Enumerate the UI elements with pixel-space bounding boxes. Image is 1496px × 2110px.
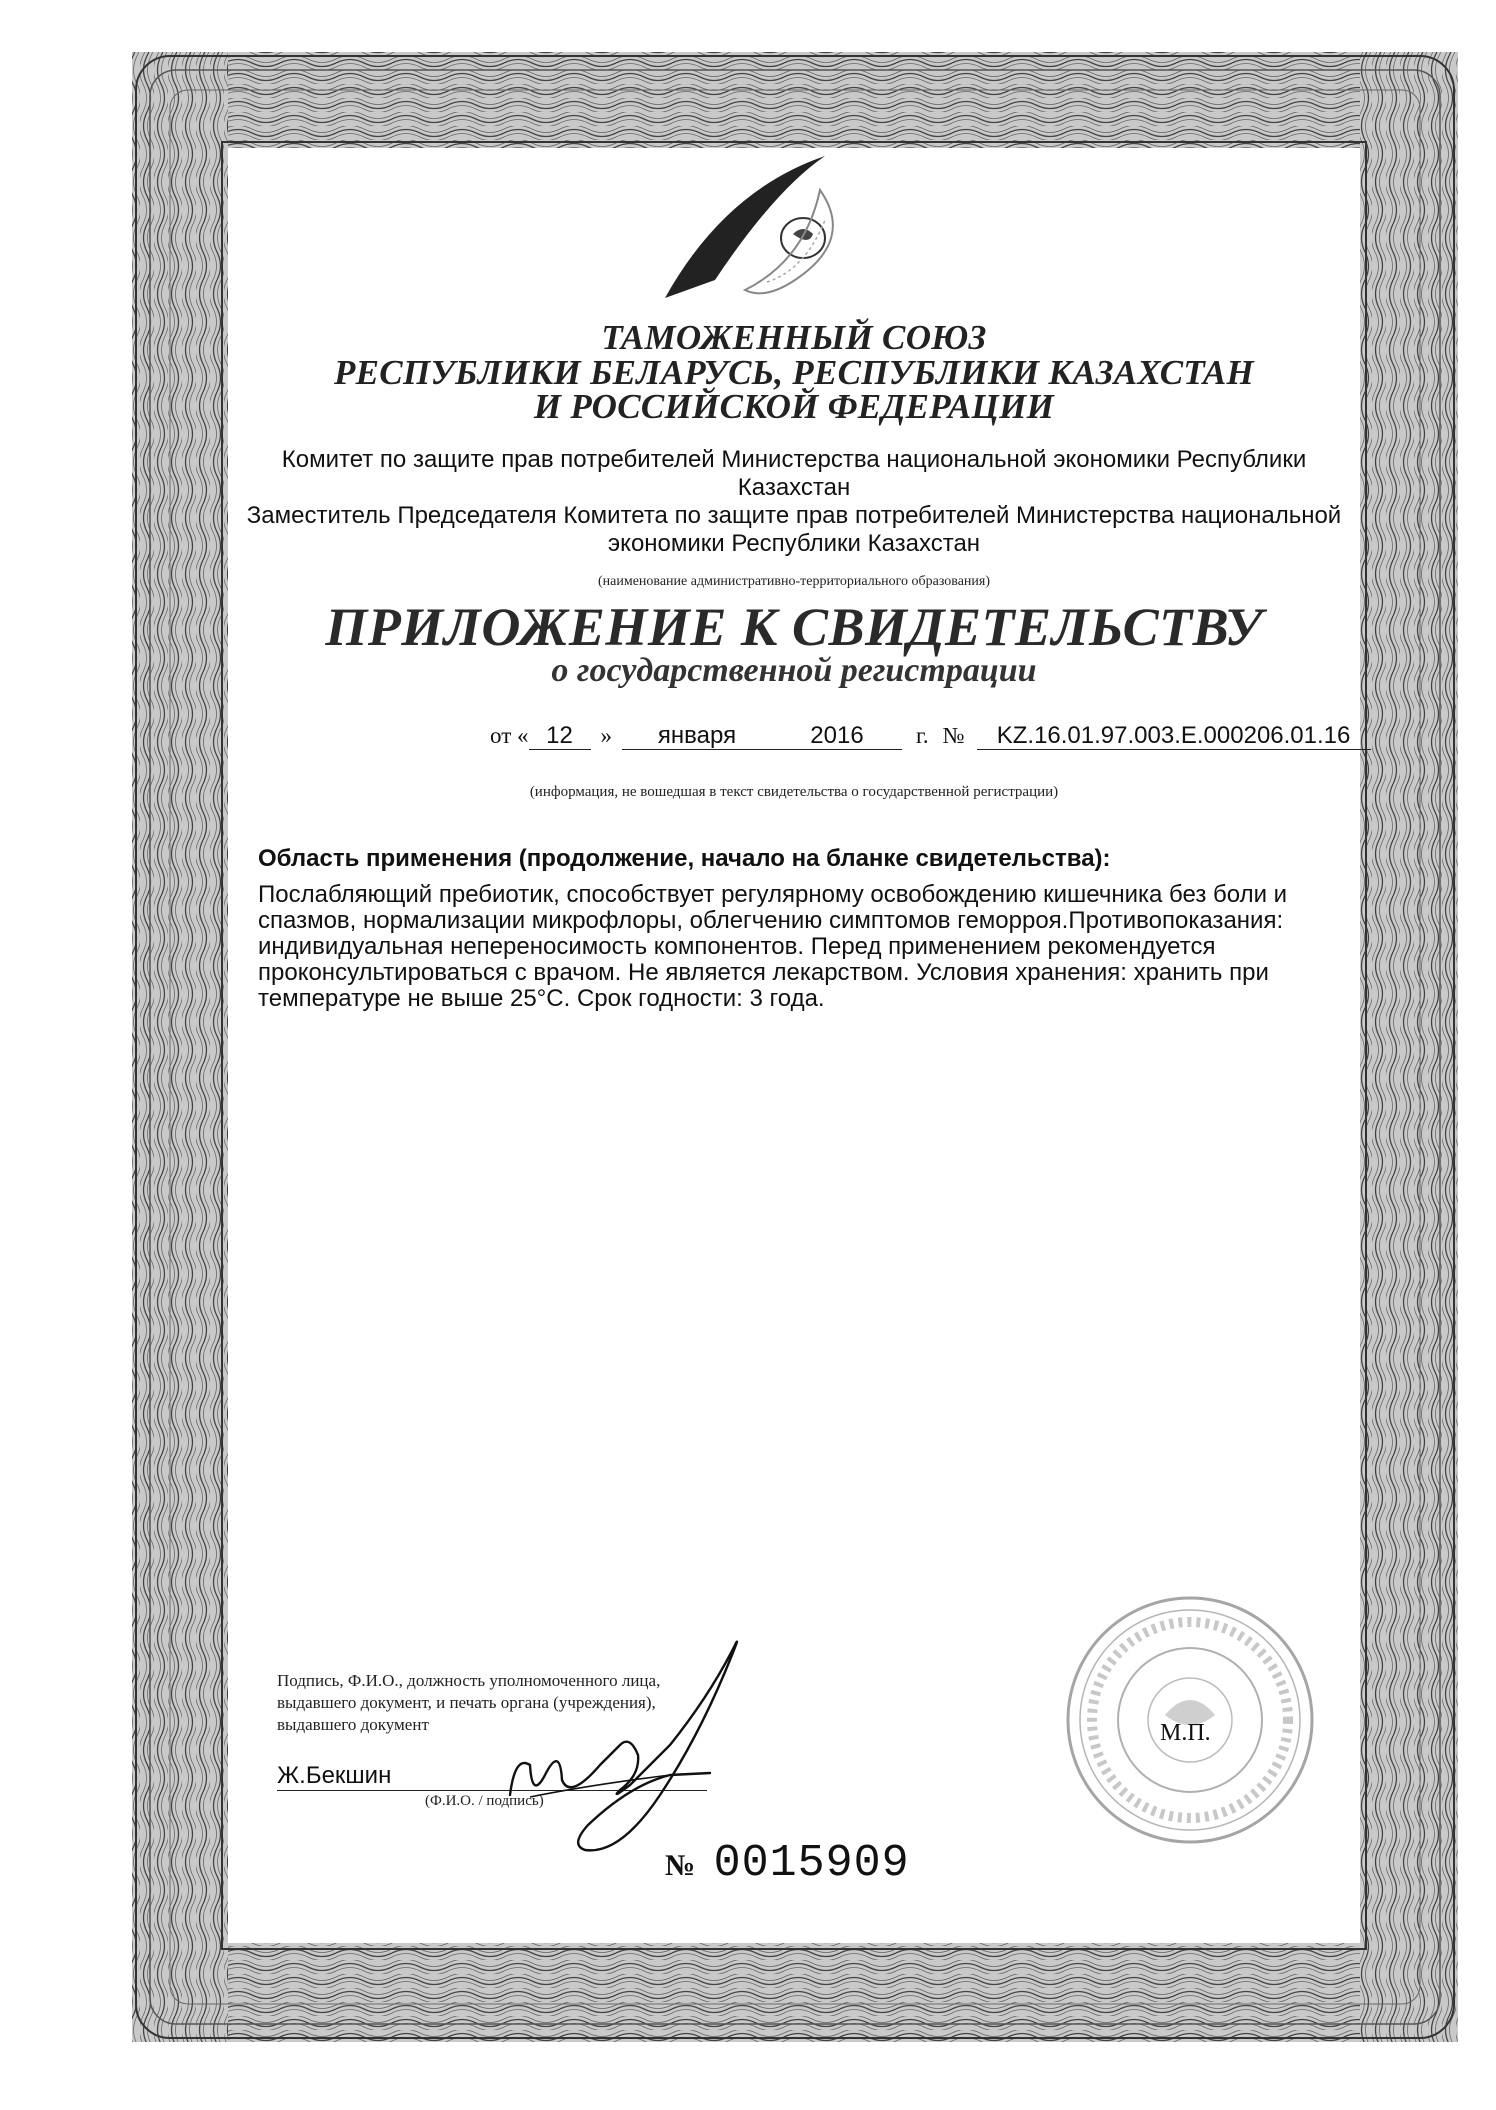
customs-union-emblem: [655, 150, 855, 310]
union-line-1: ТАМОЖЕННЫЙ СОЮЗ: [601, 318, 987, 357]
registration-year: 2016: [772, 723, 902, 750]
union-line-3: И РОССИЙСКОЙ ФЕДЕРАЦИИ: [533, 387, 1055, 426]
union-line-2: РЕСПУБЛИКИ БЕЛАРУСЬ, РЕСПУБЛИКИ КАЗАХСТАН: [333, 353, 1255, 392]
year-suffix: г.: [916, 723, 929, 748]
number-label: №: [942, 723, 965, 748]
signature-caption-line: выдавшего документ: [277, 1715, 429, 1734]
serial-label: №: [665, 1849, 696, 1882]
scope-line: температуре не выше 25°С. Срок годности: 3 года.: [258, 985, 825, 1012]
authority-caption: (наименование административно-территориального образования): [597, 574, 991, 589]
registration-day: 12: [529, 723, 591, 750]
signatory-name: Ж.Бекшин: [277, 1762, 392, 1789]
registration-line: [490, 722, 1371, 750]
fio-caption: (Ф.И.О. / подпись): [425, 1793, 544, 1809]
authority-line-2: Казахстан: [737, 474, 851, 501]
authority-line-3: Заместитель Председателя Комитета по защите прав потребителей Министерства национальной: [246, 502, 1342, 529]
scope-text: [258, 882, 1333, 1012]
registration-caption: (информация, не вошедшая в текст свидетельства о государственной регистрации): [529, 784, 1059, 800]
serial-number: [665, 1838, 910, 1889]
quote-close: »: [600, 723, 612, 748]
signature-caption-line: Подпись, Ф.И.О., должность уполномоченного лица,: [277, 1671, 661, 1690]
scope-line: Послабляющий пребиотик, способствует регулярному освобождению кишечника без боли и: [258, 881, 1288, 908]
authority-line-1: Комитет по защите прав потребителей Министерства национальной экономики Республики: [281, 446, 1307, 473]
seal-place-label: М.П.: [1160, 1720, 1211, 1746]
handwritten-signature: [470, 1625, 750, 1865]
serial-value: 0015909: [713, 1838, 910, 1889]
registration-month: января: [622, 723, 772, 750]
scope-line: спазмов, нормализации микрофлоры, облегчению симптомов геморроя.Противопоказания:: [258, 907, 1284, 934]
document-title: ПРИЛОЖЕНИЕ К СВИДЕТЕЛЬСТВУ: [325, 597, 1263, 657]
scope-line: индивидуальная непереносимость компонентов. Перед применением рекомендуется: [258, 933, 1216, 960]
registration-number: KZ.16.01.97.003.E.000206.01.16: [977, 723, 1371, 750]
from-label: от «: [490, 723, 529, 748]
authority-line-4: экономики Республики Казахстан: [607, 530, 981, 557]
scope-heading: Область применения (продолжение, начало на бланке свидетельства):: [258, 845, 1111, 872]
signature-caption-line: выдавшего документ, и печать органа (учреждения),: [277, 1693, 656, 1712]
scope-line: проконсультироваться с врачом. Не является лекарством. Условия хранения: хранить при: [258, 959, 1269, 986]
document-subtitle: о государственной регистрации: [551, 652, 1037, 689]
